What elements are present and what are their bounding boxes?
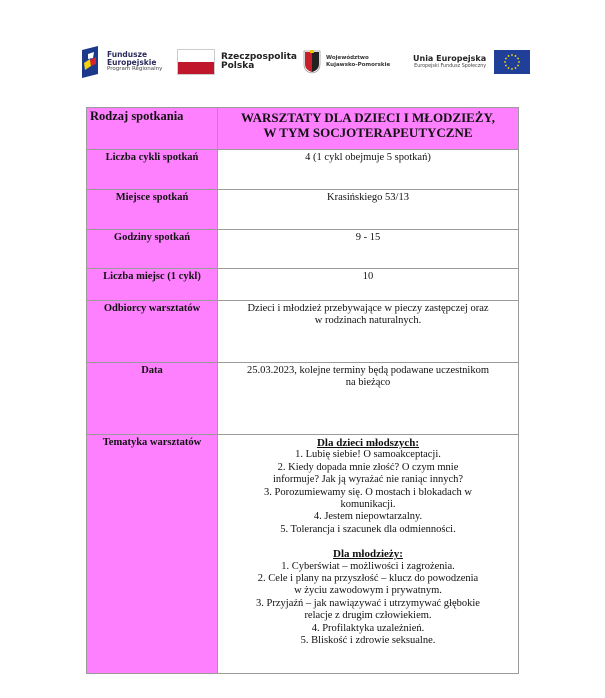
- topic-line: 5. Tolerancja i szacunek dla odmienności.: [280, 523, 456, 535]
- value-line: W TYM SOCJOTERAPEUTYCZNE: [263, 125, 473, 140]
- unia-line2: Europejski Fundusz Społeczny: [414, 63, 487, 69]
- wojewodztwo-line1: Województwo: [326, 55, 369, 62]
- seats-value: 10: [218, 269, 519, 301]
- table-row: [87, 108, 519, 150]
- eu-star-icon: [511, 54, 513, 56]
- topic-line: 3. Porozumiewamy się. O mostach i blokadach w: [264, 486, 472, 498]
- eu-star-icon: [508, 67, 510, 69]
- eu-star-icon: [504, 61, 506, 63]
- wojewodztwo-line2: Kujawsko-Pomorskie: [326, 62, 391, 68]
- row-label: Liczba cykli spotkań: [87, 150, 218, 190]
- workshop-info-table: [86, 107, 519, 674]
- row-label: Odbiorcy warsztatów: [87, 301, 218, 363]
- topic-line: komunikacji.: [340, 499, 396, 511]
- topic-line: 1. Lubię siebie! O samoakceptacji.: [295, 449, 441, 461]
- topics-value: [218, 435, 519, 674]
- fundusze-line3: Program Regionalny: [107, 65, 163, 72]
- topic-line: 4. Jestem niepowtarzalny.: [313, 511, 423, 523]
- cycles-value: 4 (1 cykl obejmuje 5 spotkań): [218, 150, 519, 190]
- table-row: [87, 363, 519, 435]
- row-label: Godziny spotkań: [87, 230, 218, 269]
- younger-topics-list: [221, 449, 515, 536]
- younger-children-heading: Dla dzieci młodszych:: [316, 437, 420, 449]
- topic-line: informuje? Jak ją wyrażać nie raniąc innych?: [272, 474, 464, 486]
- topic-line: 4. Profilaktyka uzależnień.: [311, 622, 425, 634]
- table-row: [87, 435, 519, 674]
- logo-bar: [0, 40, 605, 84]
- youth-heading: Dla młodzieży:: [333, 548, 403, 561]
- date-value: [218, 363, 519, 435]
- wojewodztwo-logo: [303, 40, 390, 84]
- eu-star-icon: [508, 55, 510, 57]
- table-row: [87, 269, 519, 301]
- value-line: Dzieci i młodzież przebywające w pieczy zastępczej oraz: [247, 303, 489, 314]
- eu-flag-icon: [494, 50, 530, 74]
- row-label: Liczba miejsc (1 cykl): [87, 269, 218, 301]
- row-label: Tematyka warsztatów: [87, 435, 218, 674]
- row-label: Rodzaj spotkania: [87, 108, 218, 150]
- row-label: Miejsce spotkań: [87, 190, 218, 230]
- rzeczpospolita-logo: [177, 40, 297, 84]
- meeting-type-value: [218, 108, 519, 150]
- value-line: w rodzinach naturalnych.: [314, 315, 422, 327]
- topic-line: 3. Przyjaźń – jak nawiązywać i utrzymywać głębokie: [256, 597, 480, 609]
- table-row: [87, 230, 519, 269]
- fundusze-europejskie-logo: [80, 40, 162, 84]
- fundusze-line2: Europejskie: [107, 58, 157, 68]
- topic-line: w życiu zawodowym i prywatnym.: [294, 585, 442, 597]
- polish-flag-icon: [177, 49, 215, 75]
- topic-line: 5. Bliskość i zdrowie seksualne.: [300, 635, 436, 647]
- eu-star-icon: [505, 58, 507, 60]
- eu-star-icon: [517, 65, 519, 67]
- topic-line: 2. Cele i plany na przyszłość – klucz do powodzenia: [257, 573, 479, 585]
- value-line: 25.03.2023, kolejne terminy będą podawane uczestnikom: [246, 365, 490, 376]
- recipients-value: [218, 301, 519, 363]
- eu-star-icon: [511, 68, 513, 70]
- table-row: [87, 301, 519, 363]
- eu-star-icon: [515, 55, 517, 57]
- fundusze-line1: Fundusze: [107, 50, 148, 60]
- eu-star-icon: [517, 58, 519, 60]
- unia-europejska-logo: [413, 40, 530, 84]
- topic-line: 1. Cyberświat – możliwości i zagrożenia.: [281, 560, 455, 572]
- youth-topics-list: [221, 561, 515, 648]
- location-value: Krasińskiego 53/13: [218, 190, 519, 230]
- coat-of-arms-icon: [303, 50, 321, 74]
- table-row: [87, 150, 519, 190]
- fundusze-europejskie-icon: [80, 46, 102, 78]
- eu-star-icon: [518, 61, 520, 63]
- value-line: na bieżąco: [345, 377, 391, 389]
- eu-star-icon: [505, 65, 507, 67]
- table-row: [87, 190, 519, 230]
- rzeczpospolita-line2: Polska: [221, 61, 255, 71]
- hours-value: 9 - 15: [218, 230, 519, 269]
- unia-line1: Unia Europejska: [413, 54, 487, 64]
- row-label: Data: [87, 363, 218, 435]
- topic-line: relacje z drugim człowiekiem.: [304, 610, 432, 622]
- topic-line: 2. Kiedy dopada mnie złość? O czym mnie: [277, 461, 459, 473]
- rzeczpospolita-line1: Rzeczpospolita: [221, 52, 297, 62]
- eu-star-icon: [515, 67, 517, 69]
- value-line: WARSZTATY DLA DZIECI I MŁODZIEŻY,: [241, 110, 495, 125]
